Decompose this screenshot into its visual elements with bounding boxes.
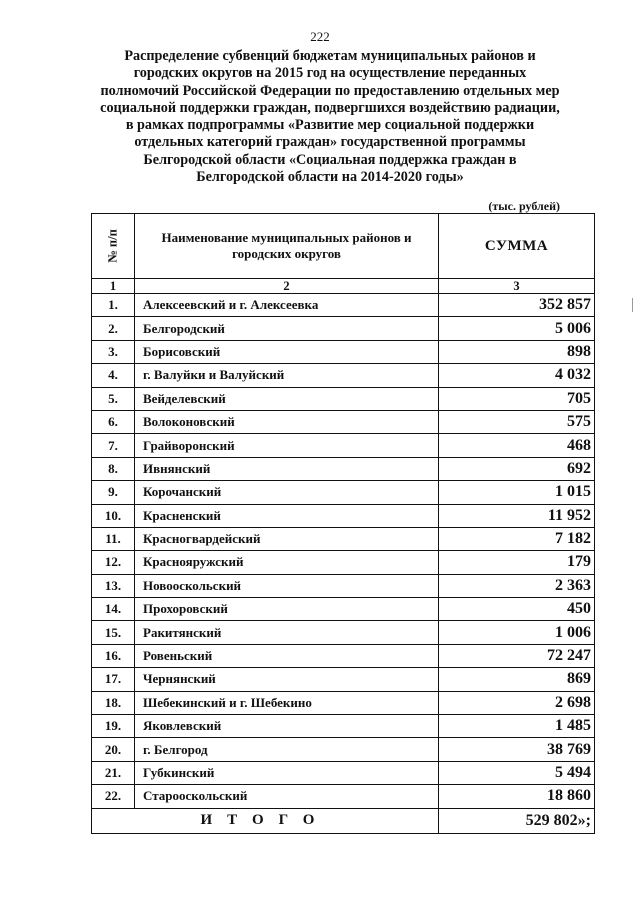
table-row (92, 574, 595, 597)
title-line: отдельных категорий граждан» государственной программы (134, 134, 526, 151)
column-index: 1 (92, 279, 135, 294)
district-name: Борисовский (135, 340, 439, 363)
subsidy-amount: 575 (439, 410, 595, 433)
table-body (92, 294, 595, 809)
row-number: 10. (92, 504, 135, 527)
row-number: 11. (92, 527, 135, 550)
row-number: 15. (92, 621, 135, 644)
district-name: Ровеньский (135, 644, 439, 667)
table-row (92, 761, 595, 784)
table-row (92, 785, 595, 808)
units-label: (тыс. рублей) (488, 199, 560, 213)
table-row (92, 294, 595, 317)
title-line: в рамках подпрограммы «Развитие мер социальной поддержки (125, 117, 535, 134)
subsidy-amount: 468 (439, 434, 595, 457)
column-index: 2 (135, 279, 439, 294)
district-name: Вейделевский (135, 387, 439, 410)
table-row (92, 738, 595, 761)
district-name: г. Белгород (135, 738, 439, 761)
row-number: 16. (92, 644, 135, 667)
district-name: Новооскольский (135, 574, 439, 597)
district-name: Белгородский (135, 317, 439, 340)
district-name: Шебекинский и г. Шебекино (135, 691, 439, 714)
table-row (92, 457, 595, 480)
page-number: 222 (310, 29, 330, 44)
subsidy-amount: 5 494 (439, 761, 595, 784)
district-name: Грайворонский (135, 434, 439, 457)
subsidy-amount: 11 952 (439, 504, 595, 527)
title-line: Белгородской области «Социальная поддержка граждан в (143, 151, 517, 168)
table-row (92, 504, 595, 527)
subsidy-amount: 4 032 (439, 364, 595, 387)
district-name: Ракитянский (135, 621, 439, 644)
row-number: 3. (92, 340, 135, 363)
title-line: Распределение субвенций бюджетам муниципальных районов и (124, 48, 536, 64)
subsidy-amount: 2 698 (439, 691, 595, 714)
header-num-label: № п/п (105, 229, 120, 263)
district-name: Яковлевский (135, 715, 439, 738)
subsidy-amount: 869 (439, 668, 595, 691)
table-row (92, 644, 595, 667)
district-name: Краснояружский (135, 551, 439, 574)
document-title (95, 48, 565, 186)
subsidy-amount: 705 (439, 387, 595, 410)
district-name: Красненский (135, 504, 439, 527)
subsidy-amount: 692 (439, 457, 595, 480)
row-number: 5. (92, 387, 135, 410)
subsidy-amount: 72 247 (439, 644, 595, 667)
row-number: 6. (92, 410, 135, 433)
row-number: 22. (92, 785, 135, 808)
subsidy-amount: 5 006 (439, 317, 595, 340)
title-line: Белгородской области на 2014-2020 годы» (196, 169, 464, 186)
subsidy-amount: 1 006 (439, 621, 595, 644)
district-name: Чернянский (135, 668, 439, 691)
table-header-row (92, 214, 595, 279)
table-row (92, 434, 595, 457)
table-row (92, 621, 595, 644)
table-row (92, 364, 595, 387)
district-name: Ивнянский (135, 457, 439, 480)
title-line: социальной поддержки граждан, подвергшихся воздействию радиации, (100, 99, 560, 116)
subsidy-amount: 352 857 (439, 294, 595, 317)
total-row (92, 808, 595, 833)
row-number: 4. (92, 364, 135, 387)
total-value: 529 802»; (439, 808, 595, 833)
column-index-row (92, 279, 595, 294)
table-row (92, 527, 595, 550)
district-name: Старооскольский (135, 785, 439, 808)
header-name: Наименование муниципальных районов и городских округов (135, 214, 439, 279)
row-number: 18. (92, 691, 135, 714)
table-row (92, 387, 595, 410)
district-name: Прохоровский (135, 598, 439, 621)
subsidy-amount: 18 860 (439, 785, 595, 808)
row-number: 12. (92, 551, 135, 574)
district-name: г. Валуйки и Валуйский (135, 364, 439, 387)
district-name: Губкинский (135, 761, 439, 784)
row-number: 14. (92, 598, 135, 621)
scan-edge-mark (632, 298, 637, 312)
district-name: Алексеевский и г. Алексеевка (135, 294, 439, 317)
row-number: 19. (92, 715, 135, 738)
subsidy-amount: 179 (439, 551, 595, 574)
row-number: 20. (92, 738, 135, 761)
row-number: 1. (92, 294, 135, 317)
table-row (92, 340, 595, 363)
column-index: 3 (439, 279, 595, 294)
subsidy-table (91, 213, 595, 834)
subsidy-amount: 450 (439, 598, 595, 621)
subsidy-amount: 38 769 (439, 738, 595, 761)
row-number: 2. (92, 317, 135, 340)
subsidy-amount: 898 (439, 340, 595, 363)
table-row (92, 317, 595, 340)
title-line: полномочий Российской Федерации по предоставлению отдельных мер (100, 82, 560, 99)
row-number: 13. (92, 574, 135, 597)
row-number: 9. (92, 481, 135, 504)
subsidy-amount: 1 015 (439, 481, 595, 504)
subsidy-amount: 1 485 (439, 715, 595, 738)
district-name: Красногвардейский (135, 527, 439, 550)
header-num (92, 214, 135, 279)
table-row (92, 481, 595, 504)
district-name: Корочанский (135, 481, 439, 504)
total-label: ИТОГО (92, 808, 439, 833)
district-name: Волоконовский (135, 410, 439, 433)
table-row (92, 598, 595, 621)
subsidy-amount: 2 363 (439, 574, 595, 597)
table-row (92, 551, 595, 574)
subsidy-amount: 7 182 (439, 527, 595, 550)
row-number: 7. (92, 434, 135, 457)
row-number: 17. (92, 668, 135, 691)
row-number: 8. (92, 457, 135, 480)
header-sum: СУММА (439, 214, 595, 279)
table-row (92, 691, 595, 714)
table-row (92, 715, 595, 738)
table-row (92, 410, 595, 433)
title-line: городских округов на 2015 год на осуществление переданных (133, 65, 527, 82)
table-row (92, 668, 595, 691)
row-number: 21. (92, 761, 135, 784)
